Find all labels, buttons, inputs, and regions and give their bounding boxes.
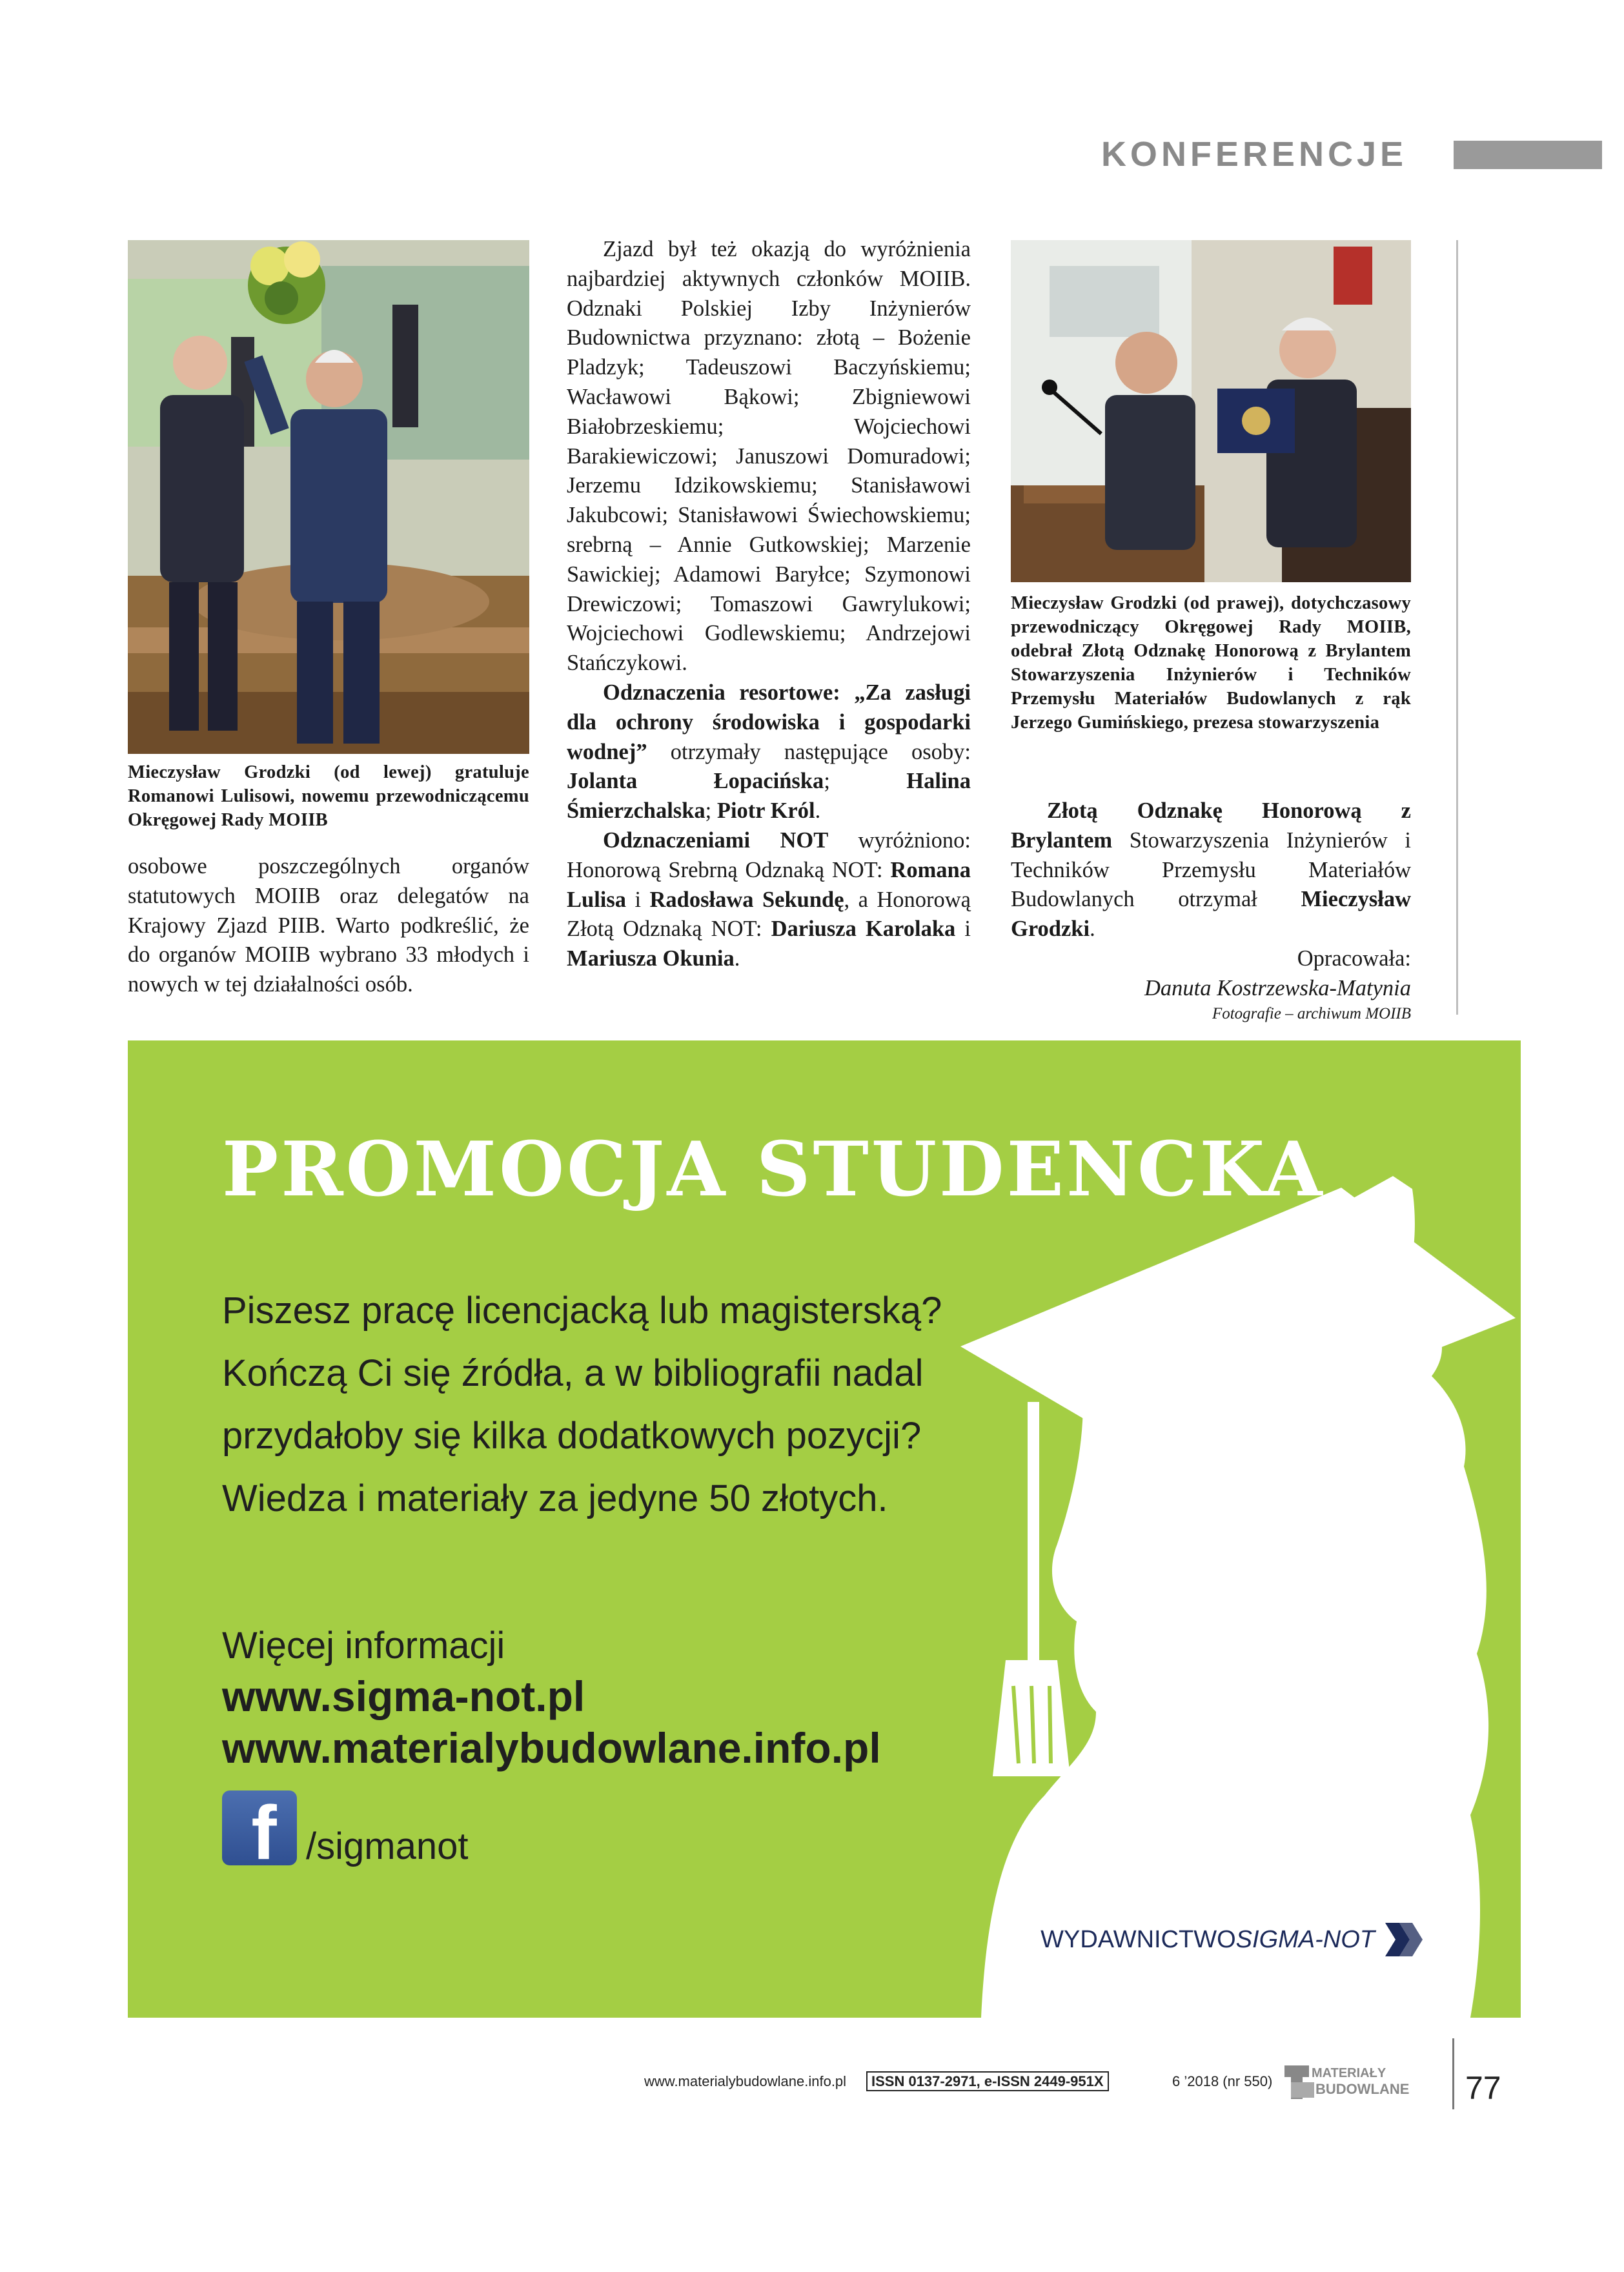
publisher-name: SIGMA-NOT [1235,1925,1375,1953]
ad-line: Piszesz pracę licencjacką lub magisterską? [222,1290,942,1332]
footer-rule [1452,2038,1454,2109]
column-3-text [1011,796,1411,1024]
materialy-budowlane-logo-icon [1284,2063,1414,2102]
sigma-not-logo-icon [1384,1922,1424,1958]
ad-more-info [222,1621,881,1774]
column-1-text [128,852,529,1000]
caption-right: Mieczysław Grodzki (od prawej), dotychczasowy przewodniczący Okręgowej Rady MOIIB, odebrał Złotą Odznakę Honorową z Brylantem Stowarzyszenia Inżynierów i Techników Przemysłu Materiałów Budowlanych z rąk Jerzego Gumińskiego, prezesa stowarzyszenia [1011,593,1411,733]
page-number: 77 [1465,2070,1501,2106]
facebook-handle[interactable]: /sigmanot [306,1825,469,1867]
section-bar [1454,141,1602,169]
logo-text-bottom: BUDOWLANE [1315,2081,1410,2097]
column-2-text [567,235,971,974]
photo-credit: Fotografie – archiwum MOIIB [1212,1004,1411,1022]
magazine-logo [1284,2063,1414,2105]
footer-site: www.materialybudowlane.info.pl [644,2073,847,2089]
ad-message [222,1279,942,1530]
ceremony-photo-award [1011,240,1411,582]
ministry-awards-paragraph: Odznaczenia resortowe: „Za zasługi dla ochrony środowiska i gospodarki wodnej” otrzymały następujące osoby: Jolanta Łopacińska; Halina Śmierzchalska; Piotr Król. [567,680,971,824]
photo-right [1011,240,1411,582]
materialy-budowlane-link[interactable]: www.materialybudowlane.info.pl [222,1724,881,1772]
more-info-label: Więcej informacji [222,1625,505,1667]
compiled-by-label: Opracowała: [1297,946,1411,971]
ad-line: Kończą Ci się źródła, a w bibliografii nadal [222,1352,924,1394]
author-name: Danuta Kostrzewska-Matynia [1144,975,1411,1000]
publisher-prefix: WYDAWNICTWO [1040,1925,1236,1953]
ceremony-photo-flowers [128,240,529,754]
student-promo-ad [128,1040,1521,2018]
photo-left [128,240,529,754]
ad-line: przydałoby się kilka dodatkowych pozycji? [222,1415,922,1457]
not-awards-paragraph: Odznaczeniami NOT wyróżniono: Honorową Srebrną Odznaką NOT: Romana Lulisa i Radosława Sekundę, a Honorową Złotą Odznaką NOT: Dariusza Karolaka i Mariusza Okunia. [567,827,971,971]
ad-title: PROMOCJA STUDENCKA [222,1126,1325,1213]
caption-left: Mieczysław Grodzki (od lewej) gratuluje Romanowi Lulisowi, nowemu przewodniczącemu Okręgowej Rady MOIIB [128,762,529,830]
ad-line: Wiedza i materiały za jedyne 50 złotych. [222,1477,888,1519]
logo-text-top: MATERIAŁY [1312,2066,1386,2080]
facebook-row[interactable] [222,1790,468,1865]
column-1-paragraph: osobowe poszczególnych organów statutowych MOIIB oraz delegatów na Krajowy Zjazd PIIB. Warto podkreślić, że do organów MOIIB wybrano 33 młodych i nowych w tej działalności osób. [128,854,529,997]
column-rule [1456,240,1458,1015]
footer-issn: ISSN 0137-2971, e-ISSN 2449-951X [866,2073,1109,2090]
section-title: KONFERENCJE [1101,135,1407,174]
footer-issue: 6 ’2018 (nr 550) [1172,2073,1273,2089]
sigma-not-link[interactable]: www.sigma-not.pl [222,1672,585,1720]
gold-badge-paragraph: Złotą Odznakę Honorową z Brylantem Stowarzyszenia Inżynierów i Techników Przemysłu Materiałów Budowlanych otrzymał Mieczysław Grodzki. [1011,798,1411,942]
facebook-icon[interactable]: f [222,1790,297,1865]
publisher-logo [1040,1922,1424,1958]
awards-paragraph: Zjazd był też okazją do wyróżnienia najbardziej aktywnych członków MOIIB. Odznaki Polskiej Izby Inżynierów Budownictwa przyznano: złotą – Bożenie Pladzyk; Tadeuszowi Baczyńskiemu; Wacławowi Bąkowi; Zbigniewowi Białobrzeskiemu; Wojciechowi Barakiewiczowi; Januszowi Domuradowi; Jerzemu Idzikowskiemu; Stanisławowi Jakubcowi; Stanisławowi Świechowskiemu; srebrną – Annie Gutkowskiej; Marzenie Sawickiej; Adamowi Baryłce; Szymonowi Drewiczowi; Tomaszowi Gawrylukowi; Wojciechowi Godlewskiemu; Andrzejowi Stańczykowi. [567,237,971,676]
